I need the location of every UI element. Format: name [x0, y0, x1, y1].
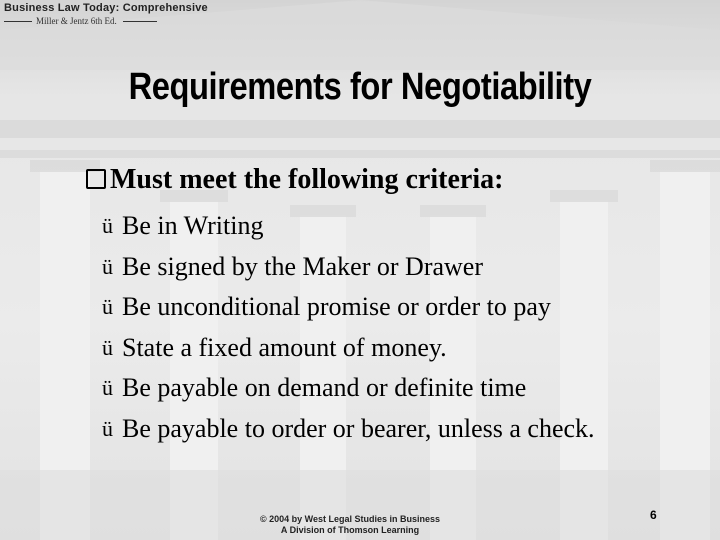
copyright-footer	[250, 514, 450, 536]
main-bullet	[86, 164, 503, 196]
criteria-item	[102, 368, 595, 409]
criteria-item	[102, 206, 595, 247]
criteria-text: Be in Writing	[122, 211, 264, 241]
check-bullet-icon: ü	[102, 334, 113, 360]
square-bullet-icon	[86, 169, 106, 189]
division-line: A Division of Thomson Learning	[280, 525, 420, 535]
criteria-text: Be payable to order or bearer, unless a check.	[122, 413, 595, 443]
slide-title: Requirements for Negotiability	[128, 66, 592, 108]
book-header	[4, 2, 208, 26]
page-number: 6	[650, 508, 657, 522]
check-bullet-icon: ü	[102, 415, 113, 441]
criteria-item	[102, 409, 595, 450]
criteria-item	[102, 328, 595, 369]
criteria-list	[102, 206, 595, 449]
book-authors-line	[4, 16, 204, 26]
criteria-item	[102, 247, 595, 288]
book-authors: Miller & Jentz 6th Ed.	[36, 16, 117, 26]
divider-left	[4, 21, 32, 22]
criteria-text: Be unconditional promise or order to pay	[122, 292, 551, 322]
divider-right	[123, 21, 157, 22]
criteria-text: Be payable on demand or definite time	[122, 373, 527, 403]
check-bullet-icon: ü	[102, 253, 113, 279]
copyright-line: © 2004 by West Legal Studies in Business	[259, 514, 441, 524]
check-bullet-icon: ü	[102, 375, 113, 401]
check-bullet-icon: ü	[102, 294, 113, 320]
book-title: Business Law Today: Comprehensive	[4, 2, 208, 14]
check-bullet-icon: ü	[102, 213, 113, 239]
criteria-text: State a fixed amount of money.	[122, 332, 447, 362]
criteria-text: Be signed by the Maker or Drawer	[122, 251, 483, 281]
main-bullet-text: Must meet the following criteria:	[110, 164, 504, 195]
criteria-item	[102, 287, 595, 328]
